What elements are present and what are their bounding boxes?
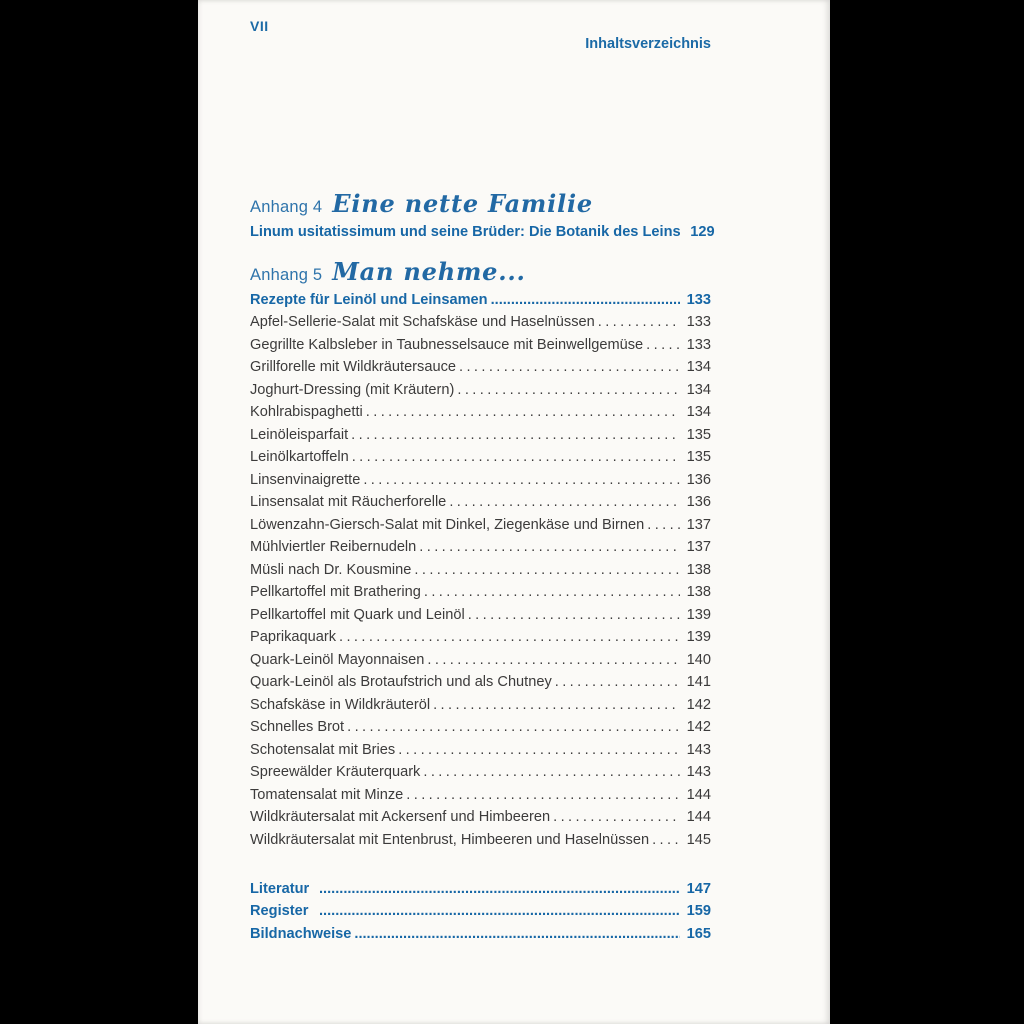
toc-entry-title: Müsli nach Dr. Kousmine (250, 561, 412, 578)
dot-leader (360, 469, 680, 492)
dot-leader (643, 334, 680, 357)
dot-leader (403, 784, 680, 807)
dot-leader (316, 878, 680, 900)
toc-entry-title: Tomatensalat mit Minze (250, 786, 404, 803)
toc-entry (250, 311, 711, 334)
toc-entry-title: Apfel-Sellerie-Salat mit Schafskäse und Haselnüssen (250, 314, 595, 330)
dot-leader (420, 761, 680, 784)
toc-entry (250, 761, 711, 784)
toc-entry (250, 491, 711, 514)
dot-leader (644, 514, 680, 537)
toc-entry (250, 694, 711, 717)
toc-entry-title: Register (250, 903, 309, 920)
toc-entry-page: 133 (686, 314, 711, 330)
toc-entry-title: Bildnachweise (250, 925, 352, 942)
toc-entry-page: 139 (686, 606, 711, 623)
dot-leader (550, 806, 680, 829)
toc-entry (250, 221, 715, 244)
toc-entry-page: 136 (686, 494, 711, 510)
toc-entry (250, 559, 711, 582)
toc-entry-title: Paprikaquark (250, 629, 336, 645)
toc-entry (250, 379, 711, 402)
dot-leader (552, 671, 680, 694)
toc-entry-title: Linum usitatissimum und seine Brüder: Die Botanik des Leins (250, 224, 681, 240)
toc-entry-title: Löwenzahn-Giersch-Salat mit Dinkel, Ziegenkäse und Birnen (250, 516, 645, 533)
toc-entry-page: 140 (686, 651, 711, 668)
toc-entry-title: Wildkräutersalat mit Ackersenf und Himbeeren (250, 809, 551, 825)
dot-leader (488, 289, 680, 312)
toc-section (250, 878, 711, 945)
dot-leader (411, 559, 680, 582)
dot-leader (348, 424, 680, 447)
toc-entry (250, 289, 711, 312)
toc-entry (250, 806, 711, 829)
toc-entry-page: 144 (686, 809, 711, 825)
toc-entry (250, 469, 711, 492)
dot-leader (649, 829, 680, 852)
toc-entry-page: 142 (686, 696, 711, 713)
toc-entry-title: Linsenvinaigrette (250, 471, 361, 488)
toc-entry-page: 147 (686, 881, 711, 897)
dot-leader (430, 694, 680, 717)
toc-entry-page: 139 (686, 629, 711, 645)
book-page (198, 0, 830, 1024)
dot-leader (454, 379, 680, 402)
dot-leader (349, 446, 680, 469)
toc-entry-title: Spreewälder Kräuterquark (250, 764, 421, 780)
toc-entry-page: 145 (686, 831, 711, 848)
toc-entry (250, 671, 711, 694)
dot-leader (336, 626, 680, 649)
toc-entry-page: 136 (686, 471, 711, 488)
toc-entry-title: Schotensalat mit Bries (250, 741, 396, 758)
toc-entry-page: 137 (686, 516, 711, 533)
dot-leader (344, 716, 680, 739)
toc-entry-title: Rezepte für Leinöl und Leinsamen (250, 291, 488, 308)
toc-entry-page: 137 (686, 539, 711, 555)
toc-entry-page: 143 (686, 741, 711, 758)
toc-entry-page: 134 (686, 381, 711, 398)
toc-entry (250, 900, 711, 922)
toc-entry-page: 144 (686, 786, 711, 803)
toc-entry-title: Linsensalat mit Räucherforelle (250, 494, 447, 510)
running-header: Inhaltsverzeichnis (585, 36, 711, 52)
toc-entry (250, 649, 711, 672)
toc-entry-title: Leinölkartoffeln (250, 449, 349, 465)
toc-entry-title: Wildkräutersalat mit Entenbrust, Himbeeren und Haselnüssen (250, 831, 650, 848)
section-label: Anhang 4 (250, 198, 323, 216)
toc-section (250, 257, 711, 852)
toc-entry (250, 784, 711, 807)
toc-entry-page: 138 (686, 561, 711, 578)
toc-entry (250, 401, 711, 424)
section-script-title: Eine nette Familie (332, 189, 593, 218)
toc-entry-title: Pellkartoffel mit Brathering (250, 584, 421, 600)
toc-entry-title: Joghurt-Dressing (mit Kräutern) (250, 381, 455, 398)
section-script-title: Man nehme... (332, 256, 526, 286)
toc-entry-page: 135 (686, 426, 711, 443)
toc-entry-title: Literatur (250, 881, 310, 897)
dot-leader (424, 649, 680, 672)
toc-entry-title: Leinöleisparfait (250, 426, 349, 443)
toc-entry (250, 604, 711, 627)
dot-leader (351, 923, 680, 945)
toc-entry-page: 129 (690, 224, 715, 240)
toc-entry-title: Quark-Leinöl als Brotaufstrich und als Chutney (250, 674, 552, 690)
dot-leader (446, 491, 680, 514)
dot-leader (595, 311, 680, 334)
toc-section (250, 189, 715, 244)
toc-entry (250, 356, 711, 379)
toc-entry-page: 133 (686, 291, 711, 308)
toc-entry (250, 739, 711, 762)
toc-entry-title: Quark-Leinöl Mayonnaisen (250, 651, 425, 668)
toc-entry (250, 334, 711, 357)
toc-entry (250, 581, 711, 604)
toc-entry (250, 536, 711, 559)
toc-entry-page: 133 (686, 336, 711, 353)
toc-entry (250, 716, 711, 739)
toc-entry-page: 159 (686, 903, 711, 920)
toc-entry-page: 141 (686, 674, 711, 690)
page-folio: VII (250, 18, 269, 34)
toc-entry-title: Mühlviertler Reibernudeln (250, 539, 417, 555)
toc-entry-page: 165 (686, 925, 711, 942)
dot-leader (421, 581, 680, 604)
toc-entry-title: Schafskäse in Wildkräuteröl (250, 696, 431, 713)
toc-entry-title: Kohlrabispaghetti (250, 404, 363, 420)
dot-leader (681, 221, 684, 244)
toc-entry-page: 143 (686, 764, 711, 780)
dot-leader (465, 604, 680, 627)
toc-entry-title: Gegrillte Kalbsleber in Taubnesselsauce mit Beinwellgemüse (250, 336, 644, 353)
dot-leader (456, 356, 680, 379)
toc-entry-page: 138 (686, 584, 711, 600)
toc-entry-page: 134 (686, 404, 711, 420)
section-heading (250, 257, 711, 289)
toc-entry (250, 424, 711, 447)
dot-leader (363, 401, 680, 424)
dot-leader (416, 536, 680, 559)
table-of-contents (250, 189, 715, 945)
toc-entry-title: Grillforelle mit Wildkräutersauce (250, 359, 456, 375)
toc-entry-page: 142 (686, 719, 711, 735)
dot-leader (395, 739, 680, 762)
toc-entry-title: Schnelles Brot (250, 719, 345, 735)
toc-entry (250, 923, 711, 945)
toc-entry (250, 514, 711, 537)
dot-leader (316, 900, 680, 922)
section-label: Anhang 5 (250, 265, 323, 284)
toc-entry-page: 135 (686, 449, 711, 465)
toc-entry (250, 446, 711, 469)
toc-entry-page: 134 (686, 359, 711, 375)
toc-entry (250, 829, 711, 852)
toc-entry-title: Pellkartoffel mit Quark und Leinöl (250, 606, 465, 623)
toc-entry (250, 878, 711, 900)
section-heading (250, 189, 711, 221)
toc-entry (250, 626, 711, 649)
